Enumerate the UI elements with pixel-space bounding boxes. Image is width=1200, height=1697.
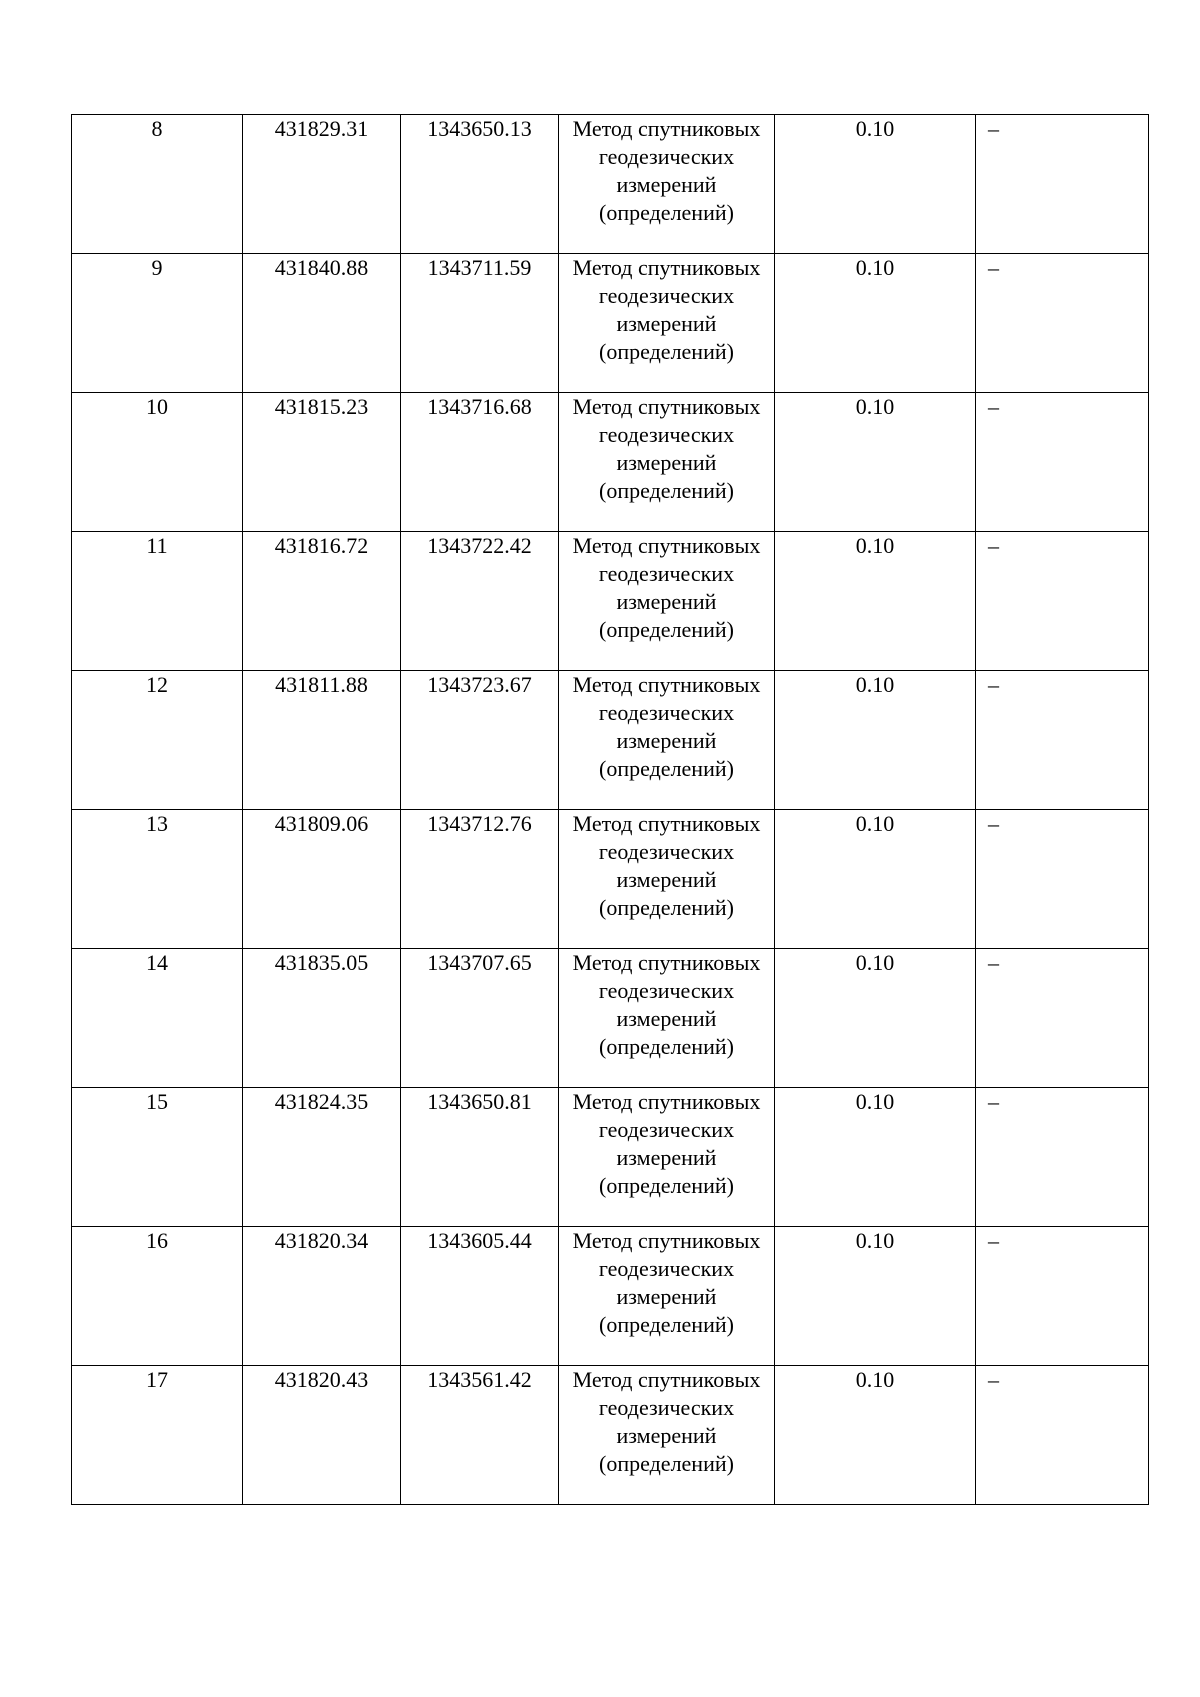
accuracy-cell: 0.10 [775, 810, 976, 949]
method-cell: Метод спутниковых геодезических измерений (определений) [559, 532, 775, 671]
method-cell: Метод спутниковых геодезических измерений (определений) [559, 810, 775, 949]
x-coordinate-cell: 431829.31 [243, 115, 401, 254]
accuracy-cell: 0.10 [775, 393, 976, 532]
point-number-cell: 15 [72, 1088, 243, 1227]
y-coordinate-cell: 1343561.42 [401, 1366, 559, 1505]
x-coordinate-cell: 431816.72 [243, 532, 401, 671]
accuracy-cell: 0.10 [775, 115, 976, 254]
y-coordinate-cell: 1343605.44 [401, 1227, 559, 1366]
table-row [72, 1366, 1149, 1505]
note-cell: – [976, 1227, 1149, 1366]
note-cell: – [976, 949, 1149, 1088]
y-coordinate-cell: 1343722.42 [401, 532, 559, 671]
point-number-cell: 17 [72, 1366, 243, 1505]
x-coordinate-cell: 431835.05 [243, 949, 401, 1088]
note-cell: – [976, 393, 1149, 532]
y-coordinate-cell: 1343650.81 [401, 1088, 559, 1227]
note-cell: – [976, 810, 1149, 949]
point-number-cell: 8 [72, 115, 243, 254]
y-coordinate-cell: 1343707.65 [401, 949, 559, 1088]
note-cell: – [976, 254, 1149, 393]
note-cell: – [976, 115, 1149, 254]
method-cell: Метод спутниковых геодезических измерений (определений) [559, 1088, 775, 1227]
y-coordinate-cell: 1343716.68 [401, 393, 559, 532]
point-number-cell: 10 [72, 393, 243, 532]
note-cell: – [976, 671, 1149, 810]
table-row [72, 949, 1149, 1088]
accuracy-cell: 0.10 [775, 1227, 976, 1366]
y-coordinate-cell: 1343712.76 [401, 810, 559, 949]
point-number-cell: 12 [72, 671, 243, 810]
note-cell: – [976, 1366, 1149, 1505]
accuracy-cell: 0.10 [775, 671, 976, 810]
x-coordinate-cell: 431815.23 [243, 393, 401, 532]
y-coordinate-cell: 1343723.67 [401, 671, 559, 810]
table-row [72, 532, 1149, 671]
note-cell: – [976, 532, 1149, 671]
method-cell: Метод спутниковых геодезических измерений (определений) [559, 393, 775, 532]
coordinates-table [71, 114, 1149, 1505]
point-number-cell: 9 [72, 254, 243, 393]
point-number-cell: 13 [72, 810, 243, 949]
y-coordinate-cell: 1343650.13 [401, 115, 559, 254]
accuracy-cell: 0.10 [775, 532, 976, 671]
x-coordinate-cell: 431840.88 [243, 254, 401, 393]
method-cell: Метод спутниковых геодезических измерений (определений) [559, 254, 775, 393]
table-row [72, 1227, 1149, 1366]
point-number-cell: 16 [72, 1227, 243, 1366]
point-number-cell: 14 [72, 949, 243, 1088]
accuracy-cell: 0.10 [775, 1366, 976, 1505]
method-cell: Метод спутниковых геодезических измерений (определений) [559, 115, 775, 254]
method-cell: Метод спутниковых геодезических измерений (определений) [559, 1227, 775, 1366]
x-coordinate-cell: 431820.43 [243, 1366, 401, 1505]
method-cell: Метод спутниковых геодезических измерений (определений) [559, 1366, 775, 1505]
table-row [72, 1088, 1149, 1227]
table-row [72, 810, 1149, 949]
method-cell: Метод спутниковых геодезических измерений (определений) [559, 949, 775, 1088]
table-row [72, 393, 1149, 532]
accuracy-cell: 0.10 [775, 254, 976, 393]
x-coordinate-cell: 431820.34 [243, 1227, 401, 1366]
table-row [72, 671, 1149, 810]
accuracy-cell: 0.10 [775, 1088, 976, 1227]
x-coordinate-cell: 431809.06 [243, 810, 401, 949]
x-coordinate-cell: 431811.88 [243, 671, 401, 810]
table-row [72, 254, 1149, 393]
table-row [72, 115, 1149, 254]
point-number-cell: 11 [72, 532, 243, 671]
y-coordinate-cell: 1343711.59 [401, 254, 559, 393]
note-cell: – [976, 1088, 1149, 1227]
accuracy-cell: 0.10 [775, 949, 976, 1088]
method-cell: Метод спутниковых геодезических измерений (определений) [559, 671, 775, 810]
x-coordinate-cell: 431824.35 [243, 1088, 401, 1227]
